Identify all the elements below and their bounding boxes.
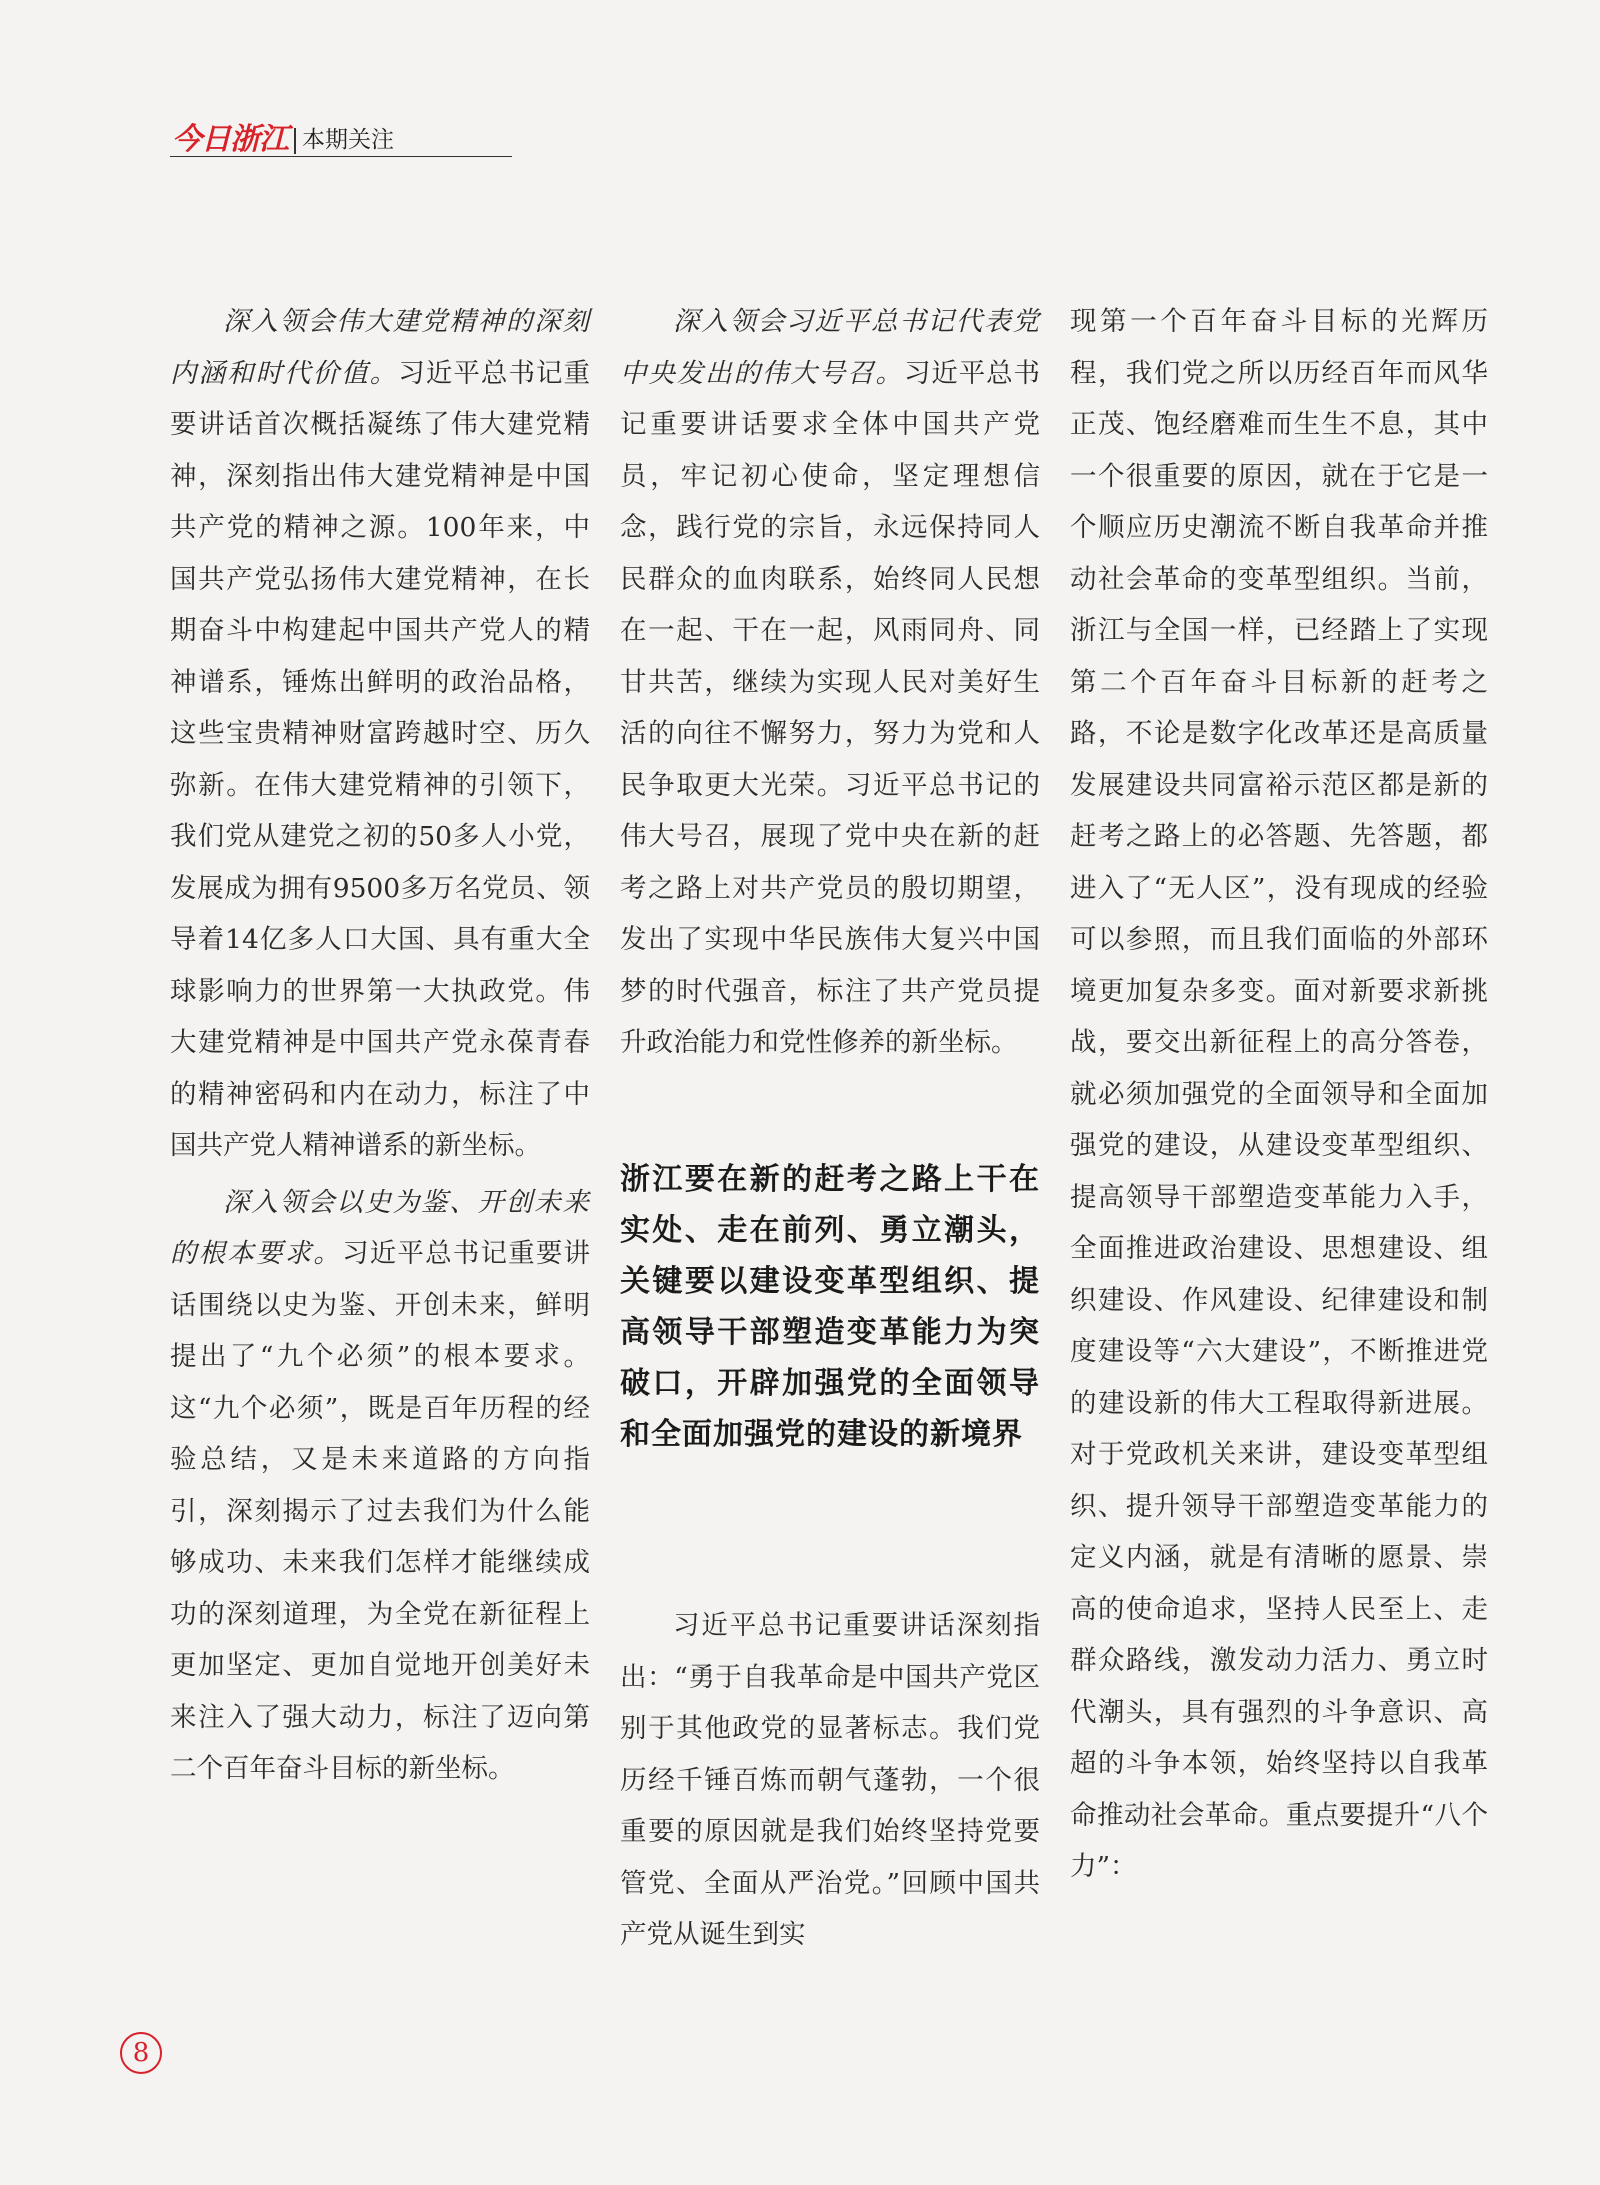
paragraph: 习近平总书记重要讲话深刻指出：“勇于自我革命是中国共产党区别于其他政党的显著标志。我们党历经千锤百炼而朝气蓬勃，一个很重要的原因就是我们始终坚持党要管党、全面从严治党。”回顾中国共产党从诞生到实 (620, 1610, 1040, 1950)
paragraph-lead: 深入领会习近平总书记代表党中央发出的伟大号召。 (620, 306, 1040, 389)
page-header (170, 122, 512, 157)
paragraph-lead: 深入领会伟大建党精神的深刻内涵和时代价值。 (170, 306, 590, 389)
article-column-3 (1070, 296, 1488, 1893)
paragraph-body: 习近平总书记重要讲话首次概括凝练了伟大建党精神，深刻指出伟大建党精神是中国共产党的精神之源。100年来，中国共产党弘扬伟大建党精神，在长期奋斗中构建起中国共产党人的精神谱系，锤炼出鲜明的政治品格，这些宝贵精神财富跨越时空、历久弥新。在伟大建党精神的引领下，我们党从建党之初的50多人小党，发展成为拥有9500多万名党员、领导着14亿多人口大国、具有重大全球影响力的世界第一大执政党。伟大建党精神是中国共产党永葆青春的精神密码和内在动力，标注了中国共产党人精神谱系的新坐标。 (170, 357, 591, 1161)
section-title: 本期关注 (302, 127, 394, 153)
paragraph (170, 296, 590, 1172)
paragraph: 现第一个百年奋斗目标的光辉历程，我们党之所以历经百年而风华正茂、饱经磨难而生生不息，其中一个很重要的原因，就在于它是一个顺应历史潮流不断自我革命并推动社会革命的变革型组织。当前，浙江与全国一样，已经踏上了实现第二个百年奋斗目标新的赶考之路，不论是数字化改革还是高质量发展建设共同富裕示范区都是新的赶考之路上的必答题、先答题，都进入了“无人区”，没有现成的经验可以参照，而且我们面临的外部环境更加复杂多变。面对新要求新挑战，要交出新征程上的高分答卷，就必须加强党的全面领导和全面加强党的建设，从建设变革型组织、提高领导干部塑造变革能力入手，全面推进政治建设、思想建设、组织建设、作风建设、纪律建设和制度建设等“六大建设”，不断推进党的建设新的伟大工程取得新进展。对于党政机关来讲，建设变革型组织、提升领导干部塑造变革能力的定义内涵，就是有清晰的愿景、崇高的使命追求，坚持人民至上、走群众路线，激发动力活力、勇立时代潮头，具有强烈的斗争意识、高超的斗争本领，始终坚持以自我革命推动社会革命。重点要提升“八个力”： (1070, 306, 1488, 1882)
paragraph-lead: 深入领会以史为鉴、开创未来的根本要求。 (170, 1186, 590, 1269)
article-column-2-continued (620, 1600, 1040, 1961)
header-divider (294, 128, 296, 154)
magazine-logo: 今日浙江 (172, 122, 288, 157)
article-column-1 (170, 296, 590, 1795)
section-subheading: 浙江要在新的赶考之路上干在实处、走在前列、勇立潮头，关键要以建设变革型组织、提高领导干部塑造变革能力为突破口，开辟加强党的全面领导和全面加强党的建设的新境界 (620, 1162, 1040, 1452)
paragraph (620, 296, 1040, 1069)
paragraph-body: 习近平总书记重要讲话要求全体中国共产党员，牢记初心使命，坚定理想信念，践行党的宗旨，永远保持同人民群众的血肉联系，始终同人民想在一起、干在一起，风雨同舟、同甘共苦，继续为实现人民对美好生活的向往不懈努力，努力为党和人民争取更大光荣。习近平总书记的伟大号召，展现了党中央在新的赶考之路上对共产党员的殷切期望，发出了实现中华民族伟大复兴中国梦的时代强音，标注了共产党员提升政治能力和党性修养的新坐标。 (620, 357, 1041, 1058)
paragraph-body: 习近平总书记重要讲话围绕以史为鉴、开创未来，鲜明提出了“九个必须”的根本要求。这“九个必须”，既是百年历程的经验总结，又是未来道路的方向指引，深刻揭示了过去我们为什么能够成功、未来我们怎样才能继续成功的深刻道理，为全党在新征程上更加坚定、更加自觉地开创美好未来注入了强大动力，标注了迈向第二个百年奋斗目标的新坐标。 (170, 1238, 591, 1784)
article-column-2 (620, 296, 1040, 1069)
page-number: 8 (120, 2032, 162, 2074)
paragraph (170, 1177, 590, 1795)
